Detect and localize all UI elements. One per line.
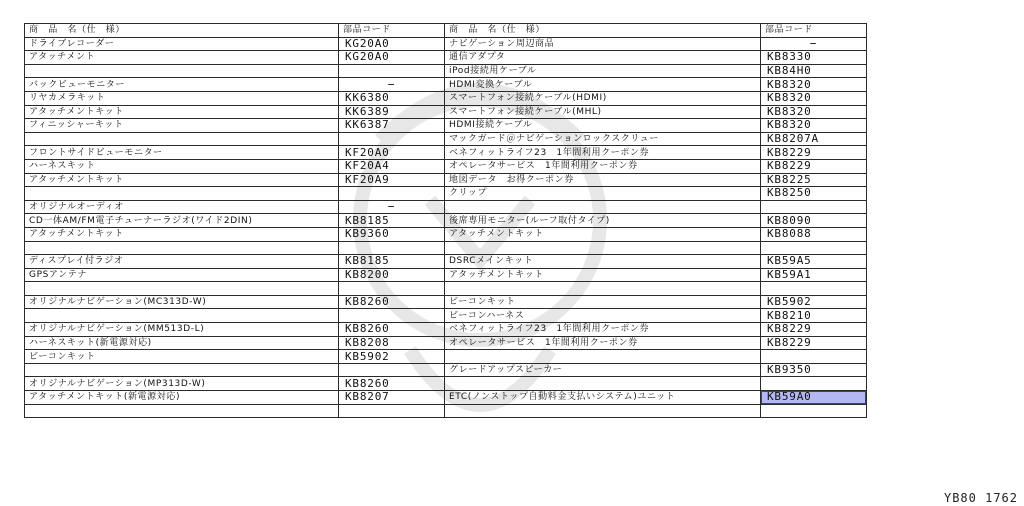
left-product-name: [25, 404, 339, 418]
right-part-code: [761, 377, 867, 391]
right-product-name: ビーコンキット: [445, 295, 761, 309]
right-product-name: iPod接続用ケーブル: [445, 64, 761, 78]
left-product-name: ハーネスキット: [25, 159, 339, 173]
left-product-name: アタッチメント: [25, 51, 339, 65]
left-part-code: [339, 241, 445, 255]
right-part-code: KB59A0: [761, 391, 867, 405]
left-part-code: KF20A4: [339, 159, 445, 173]
left-product-name: ハーネスキット(新電源対応): [25, 336, 339, 350]
table-row: [25, 132, 867, 146]
right-part-code: KB8229: [761, 159, 867, 173]
left-part-code: [339, 282, 445, 296]
table-row: [25, 363, 867, 377]
right-part-code: [761, 200, 867, 214]
right-product-name: ベネフィットライフ23 1年間利用クーポン券: [445, 146, 761, 160]
left-product-name: ディスプレイ付ラジオ: [25, 255, 339, 269]
left-product-name: オリジナルナビゲーション(MM513D-L): [25, 323, 339, 337]
right-product-name: スマートフォン接続ケーブル(MHL): [445, 105, 761, 119]
left-part-code: KB8200: [339, 268, 445, 282]
left-product-name: [25, 132, 339, 146]
left-product-name: バックビューモニター: [25, 78, 339, 92]
header-row: [25, 24, 867, 38]
left-part-code: KG20A0: [339, 51, 445, 65]
left-part-code: KB5902: [339, 350, 445, 364]
left-part-code: KF20A0: [339, 146, 445, 160]
right-product-name: HDMI接続ケーブル: [445, 119, 761, 133]
header-part-code-left: 部品コード: [339, 24, 445, 38]
right-product-name: マックガード＠ナビゲーションロックスクリュー: [445, 132, 761, 146]
left-product-name: リヤカメラキット: [25, 91, 339, 105]
left-product-name: オリジナルオーディオ: [25, 200, 339, 214]
header-product-name-right: 商 品 名（仕 様）: [445, 24, 761, 38]
right-product-name: 後席専用モニター(ルーフ取付タイプ): [445, 214, 761, 228]
table-row: [25, 282, 867, 296]
right-part-code: KB8330: [761, 51, 867, 65]
right-part-code: KB8229: [761, 336, 867, 350]
right-product-name: 地図データ お得クーポン券: [445, 173, 761, 187]
table-row: [25, 377, 867, 391]
right-part-code: KB8320: [761, 105, 867, 119]
left-part-code: [339, 404, 445, 418]
right-product-name: スマートフォン接続ケーブル(HDMI): [445, 91, 761, 105]
table-row: [25, 105, 867, 119]
left-product-name: ビーコンキット: [25, 350, 339, 364]
left-part-code: KB9360: [339, 227, 445, 241]
right-product-name: アタッチメントキット: [445, 268, 761, 282]
left-product-name: [25, 363, 339, 377]
right-product-name: HDMI変換ケーブル: [445, 78, 761, 92]
left-product-name: [25, 64, 339, 78]
table-row: [25, 227, 867, 241]
right-product-name: ベネフィットライフ23 1年間利用クーポン券: [445, 323, 761, 337]
right-part-code: KB8320: [761, 119, 867, 133]
table-row: [25, 323, 867, 337]
right-part-code: KB84H0: [761, 64, 867, 78]
right-part-code: KB8225: [761, 173, 867, 187]
table-row: [25, 78, 867, 92]
right-product-name: [445, 350, 761, 364]
right-part-code: −: [761, 37, 867, 51]
left-product-name: [25, 309, 339, 323]
left-product-name: アタッチメントキット: [25, 173, 339, 187]
table-row: [25, 91, 867, 105]
table-row: [25, 404, 867, 418]
right-product-name: [445, 282, 761, 296]
right-part-code: KB5902: [761, 295, 867, 309]
left-product-name: オリジナルナビゲーション(MC313D-W): [25, 295, 339, 309]
table-row: [25, 187, 867, 201]
right-part-code: [761, 282, 867, 296]
parts-table: [24, 23, 867, 418]
right-part-code: KB9350: [761, 363, 867, 377]
left-part-code: KB8185: [339, 214, 445, 228]
table-row: [25, 255, 867, 269]
left-part-code: KK6387: [339, 119, 445, 133]
right-product-name: オペレータサービス 1年間利用クーポン券: [445, 159, 761, 173]
table-row: [25, 146, 867, 160]
left-part-code: [339, 64, 445, 78]
left-product-name: [25, 282, 339, 296]
right-product-name: オペレータサービス 1年間利用クーポン券: [445, 336, 761, 350]
left-product-name: CD一体AM/FM電子チューナーラジオ(ワイド2DIN): [25, 214, 339, 228]
left-product-name: オリジナルナビゲーション(MP313D-W): [25, 377, 339, 391]
table-row: [25, 309, 867, 323]
right-part-code: KB8210: [761, 309, 867, 323]
right-product-name: クリップ: [445, 187, 761, 201]
table-row: [25, 295, 867, 309]
table-row: [25, 159, 867, 173]
right-product-name: [445, 241, 761, 255]
table-row: [25, 350, 867, 364]
left-product-name: アタッチメントキット: [25, 227, 339, 241]
left-product-name: フロントサイドビューモニター: [25, 146, 339, 160]
left-part-code: KF20A9: [339, 173, 445, 187]
right-part-code: KB8229: [761, 146, 867, 160]
table-row: [25, 268, 867, 282]
right-product-name: アタッチメントキット: [445, 227, 761, 241]
right-product-name: 通信アダプタ: [445, 51, 761, 65]
left-part-code: KB8260: [339, 323, 445, 337]
table-row: [25, 214, 867, 228]
right-part-code: KB8320: [761, 91, 867, 105]
right-product-name: DSRCメインキット: [445, 255, 761, 269]
left-part-code: KK6389: [339, 105, 445, 119]
left-product-name: ドライブレコーダー: [25, 37, 339, 51]
right-product-name: [445, 377, 761, 391]
table-row: [25, 336, 867, 350]
left-product-name: アタッチメントキット: [25, 105, 339, 119]
left-part-code: KG20A0: [339, 37, 445, 51]
right-product-name: グレードアップスピーカー: [445, 363, 761, 377]
right-product-name: ナビゲーション周辺商品: [445, 37, 761, 51]
left-product-name: [25, 241, 339, 255]
right-part-code: KB8320: [761, 78, 867, 92]
right-part-code: KB8088: [761, 227, 867, 241]
table-row: [25, 241, 867, 255]
right-part-code: [761, 404, 867, 418]
table-row: [25, 200, 867, 214]
left-part-code: KB8185: [339, 255, 445, 269]
table-row: [25, 51, 867, 65]
left-product-name: [25, 187, 339, 201]
right-part-code: [761, 241, 867, 255]
header-product-name-left: 商 品 名（仕 様）: [25, 24, 339, 38]
left-part-code: KB8260: [339, 295, 445, 309]
table-row: [25, 64, 867, 78]
right-product-name: [445, 404, 761, 418]
right-part-code: KB8090: [761, 214, 867, 228]
right-product-name: [445, 200, 761, 214]
left-part-code: KB8260: [339, 377, 445, 391]
left-product-name: GPSアンテナ: [25, 268, 339, 282]
left-product-name: フィニッシャーキット: [25, 119, 339, 133]
left-part-code: −: [339, 78, 445, 92]
left-part-code: [339, 187, 445, 201]
left-part-code: [339, 132, 445, 146]
left-part-code: [339, 363, 445, 377]
table-row: [25, 391, 867, 405]
right-part-code: KB8207A: [761, 132, 867, 146]
right-part-code: KB8250: [761, 187, 867, 201]
left-part-code: KB8208: [339, 336, 445, 350]
right-product-name: ビーコンハーネス: [445, 309, 761, 323]
right-part-code: KB59A5: [761, 255, 867, 269]
table-row: [25, 37, 867, 51]
left-part-code: [339, 309, 445, 323]
right-part-code: KB8229: [761, 323, 867, 337]
left-part-code: KK6380: [339, 91, 445, 105]
table-row: [25, 119, 867, 133]
left-product-name: アタッチメントキット(新電源対応): [25, 391, 339, 405]
left-part-code: KB8207: [339, 391, 445, 405]
table-row: [25, 173, 867, 187]
header-part-code-right: 部品コード: [761, 24, 867, 38]
figure-id: YB80 1762: [943, 491, 1018, 505]
left-part-code: −: [339, 200, 445, 214]
right-part-code: [761, 350, 867, 364]
right-product-name: ETC(ノンストップ自動料金支払いシステム)ユニット: [445, 391, 761, 405]
right-part-code: KB59A1: [761, 268, 867, 282]
